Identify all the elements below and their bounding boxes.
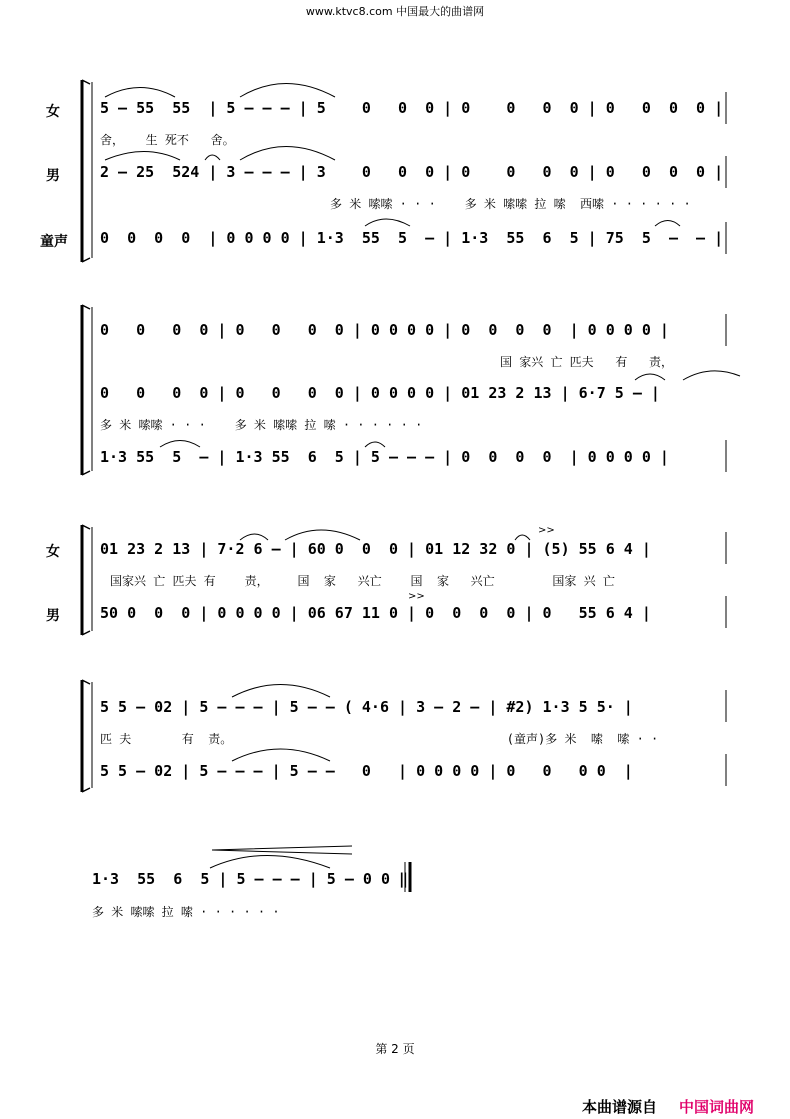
system2-row1-lyrics: 国 家兴 亡 匹夫 有 责， — [500, 355, 674, 369]
system1-male-notes: 2 – 25 524 | 3 – – – | 3 0 0 0 | 0 0 0 0 | 0 0 0 0 | — [100, 163, 724, 181]
svg-text:>>: >> — [408, 591, 425, 602]
part-label-female-3: 女 — [46, 544, 60, 560]
system5-lyrics: 多 米 嗦嗦 拉 嗦 · · · · · · — [92, 905, 280, 919]
system2-row1-notes: 0 0 0 0 | 0 0 0 0 | 0 0 0 0 | 0 0 0 0 | 0 0 0 0 | — [100, 321, 669, 339]
system2-row2-notes: 0 0 0 0 | 0 0 0 0 | 0 0 0 0 | 01 23 2 13 | 6·7 5 – | — [100, 384, 660, 402]
system1-female-notes: 5 – 55 55 | 5 – – – | 5 0 0 0 | 0 0 0 0 | 0 0 0 0 | — [100, 99, 724, 117]
system2-row2-lyrics: 多 米 嗦嗦 · · · 多 米 嗦嗦 拉 嗦 · · · · · · — [100, 418, 423, 432]
system4-row1-lyrics: 匹 夫 有 责。 (童声)多 米 嗦 嗦 · · — [100, 732, 659, 746]
system1-male-lyrics: 多 米 嗦嗦 · · · 多 米 嗦嗦 拉 嗦 西嗦 · · · · · · — [330, 197, 691, 211]
source-label: 本曲谱源自 — [582, 1098, 658, 1116]
page-number: 第 2 页 — [375, 1042, 415, 1056]
system3-male-notes: 50 0 0 0 | 0 0 0 0 | 06 67 11 0 | 0 0 0 0 | 0 55 6 4 | — [100, 604, 651, 622]
system3-female-notes: 01 23 2 13 | 7·2 6 – | 60 0 0 0 | 01 12 32 0 | (5) 55 6 4 | — [100, 540, 651, 558]
site-header: www.ktvc8.com 中国最大的曲谱网 — [305, 5, 485, 18]
part-label-male: 男 — [46, 168, 60, 184]
part-label-male-3: 男 — [46, 608, 60, 624]
part-label-female: 女 — [46, 104, 60, 120]
brand-link[interactable]: 中国词曲网 — [679, 1098, 755, 1116]
system1-female-lyrics: 舍， 生 死不 舍。 — [100, 133, 235, 147]
system2-row3-notes: 1·3 55 5 – | 1·3 55 6 5 | 5 – – – | 0 0 0 0 | 0 0 0 0 | — [100, 448, 669, 466]
system5-notes: 1·3 55 6 5 | 5 – – – | 5 – 0 0 ‖ — [92, 870, 409, 888]
svg-text:>>: >> — [538, 525, 555, 536]
system1-children-notes: 0 0 0 0 | 0 0 0 0 | 1·3 55 5 – | 1·3 55 6 5 | 75 5 – – | — [100, 229, 724, 247]
system3-female-lyrics: 国家兴 亡 匹夫 有 责， 国 家 兴亡 国 家 兴亡 国家 兴 亡 — [110, 574, 615, 588]
part-label-children: 童声 — [40, 234, 68, 250]
system4-row2-notes: 5 5 – 02 | 5 – – – | 5 – – 0 | 0 0 0 0 | 0 0 0 0 | — [100, 762, 633, 780]
system4-row1-notes: 5 5 – 02 | 5 – – – | 5 – – ( 4·6 | 3 – 2 – | #2) 1·3 5 5· | — [100, 698, 633, 716]
source-credit — [582, 1096, 754, 1117]
